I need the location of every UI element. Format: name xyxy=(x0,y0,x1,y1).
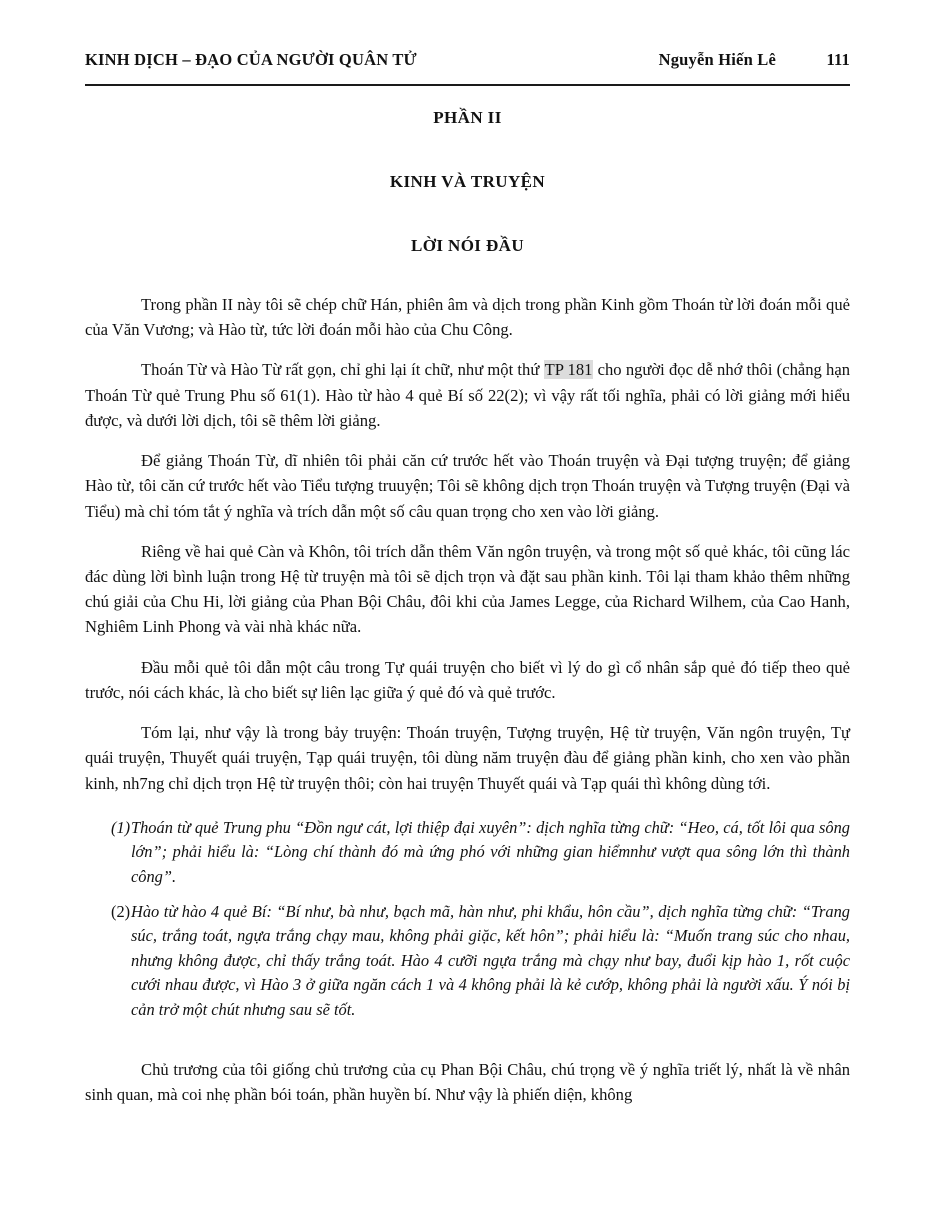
footnote-number: (1) xyxy=(111,817,131,837)
paragraph-5 xyxy=(85,655,850,705)
footnote-list xyxy=(85,816,850,1023)
paragraph-6-text: Tóm lại, như vậy là trong bảy truyện: Thoán truyện, Tượng truyện, Hệ từ truyện, Văn ngôn truyện, Tự quái truyện, Thuyết quái truyện, Tạp quái truyện, tôi dùng năm truyện đàu để giảng phần kinh, cho xen vào phần kinh, nh7ng chỉ dịch trọn Hệ từ truyện thôi; còn hai truyện Thuyết quái và Tạp quái thì không dùng tới. xyxy=(85,723,850,793)
title-block xyxy=(85,108,850,256)
page-header xyxy=(85,0,850,70)
header-book-title: KINH DỊCH – ĐẠO CỦA NGƯỜI QUÂN TỬ xyxy=(85,50,417,69)
footnote-number: (2) xyxy=(111,901,131,921)
footnote-text: Thoán từ quẻ Trung phu “Đồn ngư cát, lợi thiệp đại xuyên”: dịch nghĩa từng chữ: “Heo, cá, tốt lôi qua sông lớn”; phải hiểu là: “Lòng chí thành đó mà ứng phó với những gian hiểmnhư vượt qua sông lớn thì thành công”. xyxy=(131,817,850,886)
footnote-text: Hào từ hào 4 quẻ Bí: “Bí như, bà như, bạch mã, hàn như, phi khẩu, hôn cầu”, dịch nghĩa từng chữ: “Trang súc, trắng toát, ngựa trắng chạy mau, không phải giặc, kết hôn”; phải hiểu là: “Muốn trang súc cho nhau, nhưng không được, chỉ thấy trắng toát. Hào 4 cưỡi ngựa trắng mà chạy như bay, đuổi kịp hào 1, rốt cuộc cưới nhau được, vì Hào 3 ở giữa ngăn cách 1 và 4 không phải là kẻ cướp, không phải là người xấu. Ý nói bị cản trở một chút nhưng sau sẽ tốt. xyxy=(131,901,850,1019)
main-title: KINH VÀ TRUYỆN xyxy=(389,172,546,191)
section-title: LỜI NÓI ĐẦU xyxy=(410,236,525,255)
paragraph-1-text: Trong phần II này tôi sẽ chép chữ Hán, phiên âm và dịch trong phần Kinh gồm Thoán từ lời đoán mỗi quẻ của Văn Vương; và Hào từ, tức lời đoán mỗi hào của Chu Công. xyxy=(85,295,850,340)
closing-text xyxy=(85,1057,850,1107)
highlighted-reference: TP 181 xyxy=(544,360,593,380)
paragraph-7-text: Chủ trương của tôi giống chủ trương của cụ Phan Bội Châu, chú trọng về ý nghĩa triết lý, nhất là về nhân sinh quan, mà coi nhẹ phần bói toán, phần huyền bí. Như vậy là phiến diện, không xyxy=(85,1059,850,1104)
footnote-item xyxy=(85,816,850,890)
paragraph-2-text-before: Thoán Từ và Hào Từ rất gọn, chỉ ghi lại ít chữ, như một thứ xyxy=(141,360,544,380)
paragraph-5-text: Đầu mỗi quẻ tôi dẫn một câu trong Tự quái truyện cho biết vì lý do gì cổ nhân sắp quẻ đó tiếp theo quẻ trước, nói cách khác, là cho biết sự liên lạc giữa ý quẻ đó và quẻ trước. xyxy=(85,657,850,702)
body-text xyxy=(85,292,850,796)
paragraph-2-text-after: cho người đọc dễ nhớ thôi (chẳng hạn Thoán Từ quẻ Trung Phu số 61(1). Hào từ hào 4 quẻ Bí số 22(2); vì vậy rất tối nghĩa, phải có lời giảng mới hiểu được, và dưới lời dịch, tôi sẽ thêm lời giảng. xyxy=(85,360,851,430)
paragraph-1 xyxy=(85,292,850,342)
paragraph-4 xyxy=(85,539,850,640)
footnote-item xyxy=(85,900,850,1023)
header-divider xyxy=(85,84,850,86)
header-page-number: 111 xyxy=(826,50,850,69)
part-title: PHẦN II xyxy=(433,108,502,127)
header-author: Nguyễn Hiến Lê xyxy=(658,50,776,69)
paragraph-3-text: Để giảng Thoán Từ, dĩ nhiên tôi phải căn cứ trước hết vào Thoán truyện và Đại tượng truyện; để giảng Hào từ, tôi căn cứ trước hết vào Tiểu tượng truuyện; Tôi sẽ không dịch trọn Thoán truyện và Tượng truyện (Đại và Tiểu) mà chỉ tóm tắt ý nghĩa và trích dẫn một số câu quan trọng cho xen vào lời giảng. xyxy=(85,451,850,521)
page-content xyxy=(85,0,850,1107)
header-right-group xyxy=(659,50,850,70)
paragraph-6 xyxy=(85,720,850,796)
paragraph-2 xyxy=(85,357,850,433)
paragraph-4-text: Riêng về hai quẻ Càn và Khôn, tôi trích dẫn thêm Văn ngôn truyện, và trong một số quẻ khác, tôi cũng lác đác dùng lời bình luận trong Hệ từ truyện mà tôi sẽ dịch trọn và đặt sau phần kinh. Tôi lại tham khảo thêm những chú giải của Chu Hi, lời giảng của Phan Bội Châu, đôi khi của James Legge, của Richard Wilhem, của Cao Hanh, Nghiêm Linh Phong và vài nhà khác nữa. xyxy=(85,541,850,637)
paragraph-7 xyxy=(85,1057,850,1107)
paragraph-3 xyxy=(85,448,850,524)
